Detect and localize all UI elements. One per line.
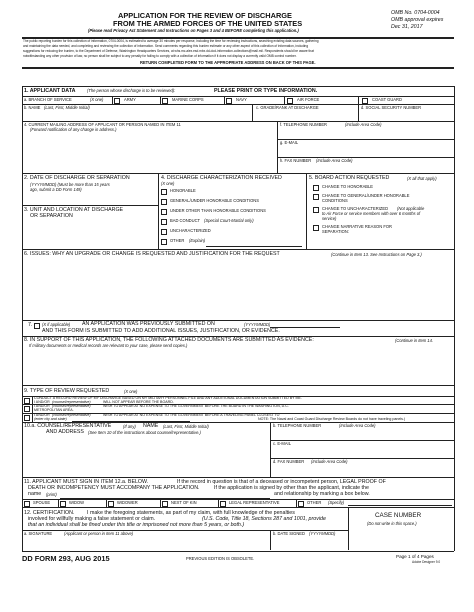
review-option-travel — [22, 413, 454, 422]
branch-army-label: ARMY — [124, 97, 136, 102]
issues-textarea[interactable] — [24, 259, 452, 319]
travel-panel-text: I AND/OR — [34, 412, 50, 417]
travel-panel-note: NOTE: The Naval and Coast Guard Discharge Review Boards do not have traveling panels.) — [258, 417, 406, 421]
burden-line: and maintaining the data needed, and completing and reviewing the collection of information. Send comments regarding this burden estimate or any other aspect of this collection of information, including — [23, 44, 309, 48]
uoth-checkbox[interactable] — [161, 209, 167, 215]
dc-appear-hint: (counsel/representative) — [52, 403, 91, 408]
date-signed-label: b. DATE SIGNED — [273, 531, 305, 536]
sec11-text5: and relationship by marking a box below. — [274, 491, 370, 497]
date-discharge-label: 2. DATE OF DISCHARGE OR SEPARATION — [24, 175, 130, 181]
change-narrative-checkbox[interactable] — [313, 225, 319, 231]
sec11-text4: name — [28, 491, 42, 497]
certification-text2-italic: (U.S. Code, Title 18, Sections 287 and 1001, provide — [202, 516, 326, 522]
date-signed-field[interactable] — [272, 537, 346, 549]
general-label: GENERAL/UNDER HONORABLE CONDITIONS — [170, 198, 259, 203]
burden-line: notwithstanding any other provision of law, no person shall be subject to any penalty for failing to comply with a collection of information if it does not display a currently valid OMB control number. — [23, 54, 297, 58]
counsel-phone-hint: (Include Area Code) — [339, 423, 376, 428]
counsel-fax-label: d. FAX NUMBER — [273, 459, 305, 464]
general-checkbox[interactable] — [161, 199, 167, 205]
widow-label: WIDOW — [69, 500, 85, 505]
board-action-label: 5. BOARD ACTION REQUESTED — [309, 175, 390, 181]
form-title-line1: APPLICATION FOR THE REVIEW OF DISCHARGE — [118, 11, 292, 20]
counsel-phone-field[interactable] — [272, 429, 452, 438]
change-uncharacterized-note3: service) — [322, 216, 337, 221]
name-label: b. NAME — [24, 105, 41, 110]
burden-line: suggestions for reducing the burden, to the Department of Defense, Washington Headquarters Services, at whs.mc-alex.esd.mbx.dd-dod-information-collections@mail.mil. Respondents should be aware that — [23, 49, 314, 53]
sec11-text1: If the record in question is that of a deceased or incompetent person, LEGAL PROOF OF — [177, 479, 386, 485]
widower-label: WIDOWER — [117, 500, 138, 505]
page-number: Page 1 of 4 Pages — [396, 554, 434, 559]
travel-panel-checkbox[interactable] — [24, 415, 30, 421]
ssn-field[interactable] — [360, 111, 452, 120]
counsel-email-field[interactable] — [272, 447, 452, 456]
date-signed-hint: (YYYYMMDD) — [309, 531, 336, 536]
spouse-label: SPOUSE — [33, 500, 51, 505]
uoth-label: UNDER OTHER THAN HONORABLE CONDITIONS — [170, 208, 266, 213]
dc-appear-text2: WISH TO APPEAR AT NO EXPENSE TO THE GOVERNMENT BEFORE THE BOARD IN THE WASHINGTON, D.C. — [103, 403, 289, 408]
evidence-hint: (Continue in Item 14. — [395, 338, 434, 343]
sec7-date-hint: (YYYYMMDD) — [244, 322, 271, 327]
sec7-hint: (X if applicable) — [42, 322, 71, 327]
sec11-text4-hint: (print) — [46, 492, 57, 497]
email-field[interactable] — [279, 146, 452, 155]
other-note: (Explain) — [189, 238, 206, 243]
record-review-hint: (counsel/representative) — [52, 399, 91, 404]
counsel-phone-label: b. TELEPHONE NUMBER — [273, 423, 322, 428]
counsel-name-label: NAME — [143, 423, 159, 429]
change-uncharacterized-label: CHANGE TO UNCHARACTERIZED — [322, 206, 389, 211]
email-label: g. E-MAIL — [280, 140, 299, 145]
record-review-text2: I AND/OR — [34, 399, 50, 404]
address-hint: (Forward notification of any change in address.) — [30, 127, 117, 132]
form-number: DD FORM 293, AUG 2015 — [22, 554, 110, 563]
signature-field[interactable] — [24, 537, 268, 549]
sec11-text2: DEATH OR INCOMPETENCY MUST ACCOMPANY THE APPLICATION. — [28, 485, 200, 491]
branch-label: a. BRANCH OF SERVICE — [24, 97, 72, 102]
change-uncharacterized-note2: to Air Force or service members with over 6 months of — [322, 211, 421, 216]
evidence-label: 8. IN SUPPORT OF THIS APPLICATION, THE FOLLOWING ATTACHED DOCUMENTS ARE SUBMITTED AS EVIDENCE: — [24, 337, 314, 343]
change-general-label2: CONDITIONS — [322, 198, 348, 203]
branch-airforce-label: AIR FORCE — [297, 97, 320, 102]
bad-conduct-label: BAD CONDUCT — [170, 218, 201, 223]
other-checkbox[interactable] — [161, 239, 167, 245]
review-type-hint: (X one) — [124, 389, 138, 394]
uncharacterized-label: UNCHARACTERIZED — [170, 228, 211, 233]
date-discharge-hint: ago, submit a DD Form 149) — [30, 187, 82, 192]
record-review-checkbox[interactable] — [24, 398, 30, 404]
name-hint: (Last, First, Middle Initial) — [44, 105, 90, 110]
signer-name-field[interactable] — [60, 492, 270, 499]
fax-label: h. FAX NUMBER — [280, 158, 312, 163]
counsel-hint: (If any) — [123, 424, 136, 429]
change-narrative-label2: SEPARATION: — [322, 229, 349, 234]
counsel-fax-field[interactable] — [272, 465, 452, 475]
board-action-hint: (X all that apply) — [407, 176, 437, 181]
other-label: OTHER — [170, 238, 185, 243]
sec11-label: 11. APPLICANT MUST SIGN IN ITEM 12.a. BELOW. — [24, 479, 149, 485]
review-type-label: 9. TYPE OF REVIEW REQUESTED — [24, 388, 110, 394]
next-of-kin-label: NEXT OF KIN — [171, 500, 197, 505]
dc-appear-checkbox[interactable] — [24, 406, 30, 412]
section1-label: 1. APPLICANT DATA — [24, 88, 76, 94]
legal-rep-label: LEGAL REPRESENTATIVE — [229, 500, 280, 505]
omb-date: Dec 31, 2017 — [391, 24, 423, 30]
change-honorable-checkbox[interactable] — [313, 185, 319, 191]
date-discharge-hint: (YYYYMMDD) (Must be more than 15 years — [30, 182, 110, 187]
sec7-text2: AND THIS FORM IS SUBMITTED TO ADD ADDITIONAL ISSUES, JUSTIFICATION, OR EVIDENCE. — [42, 328, 280, 334]
evidence-hint2: If military documents or medical records are relevant to your case, please send copies.) — [29, 343, 188, 348]
mailing-address-field[interactable] — [24, 134, 274, 172]
record-review-text: CONDUCT A RECORD REVIEW OF MY DISCHARGE BASED ON MY MILITARY PERSONNEL FILE AND ANY ADDITIONAL DOCUMENTATION SUBMITTED BY ME. — [34, 395, 302, 400]
travel-panel-city-hint: (enter city and state) — [34, 417, 67, 421]
discharge-date-field[interactable] — [24, 194, 156, 203]
certification-text3: that an individual shall be fined under this title or imprisoned not more than 5 years, or both.) — [28, 522, 245, 528]
branch-marine-label: MARINE CORPS — [172, 97, 204, 102]
honorable-checkbox[interactable] — [161, 189, 167, 195]
evidence-textarea[interactable] — [24, 350, 452, 383]
change-honorable-label: CHANGE TO HONORABLE — [322, 184, 374, 189]
counsel-label: 10.a. COUNSEL/REPRESENTATIVE — [24, 423, 112, 429]
travel-panel-hint: (counsel/representative) — [52, 412, 91, 417]
counsel-name-hint: (Last, First, Middle Initial) — [163, 424, 209, 429]
change-general-label: CHANGE TO GENERAL/UNDER HONORABLE — [322, 193, 410, 198]
sec11-text3: If the application is signed by other than the applicant, indicate the — [214, 485, 369, 491]
record-review-text3: WILL NOT APPEAR BEFORE THE BOARD. — [103, 399, 174, 404]
previous-edition-note: PREVIOUS EDITION IS OBSOLETE. — [186, 556, 255, 561]
applicant-name-field[interactable] — [24, 111, 250, 120]
issues-label: 6. ISSUES: WHY AN UPGRADE OR CHANGE IS REQUESTED AND JUSTIFICATION FOR THE REQUEST — [24, 251, 280, 257]
honorable-label: HONORABLE — [170, 188, 196, 193]
change-uncharacterized-note: (Not applicable — [397, 206, 425, 211]
characterization-label: 4. DISCHARGE CHARACTERIZATION RECEIVED — [161, 175, 282, 181]
other-explain-field[interactable] — [206, 239, 302, 247]
form-title-note: (Please read Privacy Act Statement and Instructions on Pages 3 and 4 BEFORE completing this application.) — [88, 28, 299, 33]
review-option-record — [22, 396, 454, 404]
narrative-reason-field[interactable] — [311, 236, 452, 246]
bad-conduct-note: (Special Court-Martial only) — [204, 218, 254, 223]
previous-date-field[interactable] — [270, 321, 340, 328]
travel-panel-text2: WISH TO APPEAR AT NO EXPENSE TO THE GOVERNMENT BEFORE A TRAVELING PANEL CLOSEST TO — [103, 412, 280, 417]
counsel-fax-hint: (Include Area Code) — [311, 459, 348, 464]
branch-navy-label: NAVY — [236, 97, 247, 102]
software-note: Adobe Designer 9.0 — [412, 560, 441, 564]
unit-location-label: 3. UNIT AND LOCATION AT DISCHARGE — [24, 207, 124, 213]
bad-conduct-checkbox[interactable] — [161, 219, 167, 225]
phone-label: f. TELEPHONE NUMBER — [280, 122, 328, 127]
ssn-label: d. SOCIAL SECURITY NUMBER — [361, 105, 422, 110]
other-relation-hint: (Specify) — [328, 500, 345, 505]
section1-note: (The person whose discharge is to be reviewed): — [87, 88, 176, 93]
burden-line: The public reporting burden for this collection of information, 0704-0004, is estimated to average 30 minutes per response, including the time for reviewing instructions, searching existing data sources, gathering — [23, 39, 319, 43]
certification-label: 12. CERTIFICATION. — [24, 510, 75, 516]
counsel-address-label: AND ADDRESS — [46, 429, 84, 435]
phone-field[interactable] — [279, 128, 452, 137]
issues-hint: (Continue in Item 13. See Instructions on Page 3.) — [331, 252, 422, 257]
omb-approval: OMB approval expires — [391, 17, 444, 23]
print-instruction: PLEASE PRINT OR TYPE INFORMATION. — [214, 88, 318, 94]
dc-appear-text3: METROPOLITAN AREA. — [34, 407, 74, 412]
phone-hint: (Include Area Code) — [345, 122, 382, 127]
case-number-hint: (Do not write in this space.) — [367, 521, 417, 526]
counsel-email-label: c. E-MAIL — [273, 441, 291, 446]
grade-field[interactable] — [254, 111, 356, 120]
signature-label: a. SIGNATURE — [24, 531, 53, 536]
change-uncharacterized-checkbox[interactable] — [313, 207, 319, 213]
case-number-label: CASE NUMBER — [375, 512, 422, 519]
unit-location-field[interactable] — [24, 221, 156, 247]
grade-label: c. GRADE/RANK AT DISCHARGE — [256, 105, 319, 110]
unit-location-label2: OR SEPARATION — [30, 213, 73, 219]
form-title-line2: FROM THE ARMED FORCES OF THE UNITED STATES — [113, 19, 303, 28]
fax-field[interactable] — [279, 164, 452, 172]
other-relation-label: OTHER — [307, 500, 322, 505]
sec7-text1: AN APPLICATION WAS PREVIOUSLY SUBMITTED ON — [82, 321, 215, 327]
address-label: 4. CURRENT MAILING ADDRESS OF APPLICANT OR PERSON NAMED IN ITEM 11 — [24, 122, 181, 127]
omb-number: OMB No. 0704-0004 — [391, 10, 440, 16]
counsel-address-field[interactable] — [24, 437, 268, 476]
sec7-number: 7. — [28, 322, 33, 328]
fax-hint: (Include Area Code) — [316, 158, 353, 163]
change-narrative-label: CHANGE NARRATIVE REASON FOR — [322, 224, 392, 229]
certification-text1: I make the foregoing statements, as part of my claim, with full knowledge of the penalties — [87, 510, 295, 516]
change-general-checkbox[interactable] — [313, 194, 319, 200]
previous-application-checkbox[interactable] — [34, 323, 40, 329]
other-relation-field[interactable] — [348, 500, 452, 506]
counsel-address-hint: (See Item 10 of the instructions about counsel/representative.) — [88, 430, 201, 435]
branch-coastguard-label: COAST GUARD — [372, 97, 402, 102]
branch-hint: (X one) — [90, 97, 104, 102]
uncharacterized-checkbox[interactable] — [161, 229, 167, 235]
certification-text2: involved for willfully making a false statement or claim. — [28, 516, 156, 522]
review-option-dc — [22, 404, 454, 413]
signature-hint: (Applicant or person in Item 11 above) — [64, 531, 134, 536]
return-note: RETURN COMPLETED FORM TO THE APPROPRIATE ADDRESS ON BACK OF THIS PAGE. — [140, 60, 316, 65]
characterization-hint: (X one) — [161, 181, 175, 186]
dc-appear-text: I AND/OR — [34, 403, 50, 408]
